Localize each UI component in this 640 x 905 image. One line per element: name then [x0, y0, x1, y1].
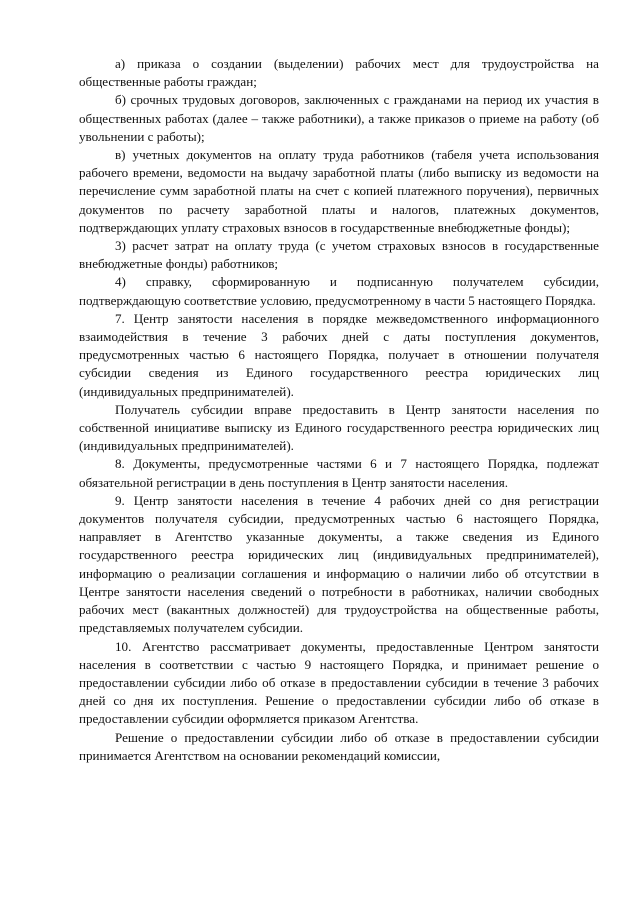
paragraph-section-7-note: Получатель субсидии вправе предоставить в Центр занятости населения по собственной инициативе выписку из Единого государственного реестра юридических лиц (индивидуальных предпринимателей).	[79, 401, 599, 454]
paragraph-item-b: б) срочных трудовых договоров, заключенных с гражданами на период их участия в общественных работах (далее – также работники), а также приказов о приеме на работу (об увольнении с работы);	[79, 92, 599, 144]
paragraph-section-7: 7. Центр занятости населения в порядке межведомственного информационного взаимодействия в течение 3 рабочих дней с даты поступления документов, предусмотренных частью 6 настоящего Порядка, получает в отношении получателя субсидии сведения из Единого государственного реестра юридических лиц (индивидуальных предпринимателей).	[79, 310, 599, 399]
paragraph-section-10-decision: Решение о предоставлении субсидии либо об отказе в предоставлении субсидии принимается Агентством на основании рекомендаций комиссии,	[79, 729, 599, 763]
paragraph-item-3: 3) расчет затрат на оплату труда (с учетом страховых взносов в государственные внебюджетные фонды) работников;	[79, 238, 599, 272]
paragraph-section-10: 10. Агентство рассматривает документы, предоставленные Центром занятости населения в соответствии с частью 9 настоящего Порядка, и принимает решение о предоставлении субсидии либо об отказе в предоставлении субсидии в течение 3 рабочих дней со дня их поступления. Решение о предоставлении субсидии либо об отказе в предоставлении субсидии оформляется приказом Агентства.	[79, 638, 599, 727]
paragraph-section-9: 9. Центр занятости населения в течение 4 рабочих дней со дня регистрации документов получателя субсидии, предусмотренных частью 6 настоящего Порядка, направляет в Агентство указанные документы, а также сведения из Единого государственного реестра юридических лиц (индивидуальных предпринимателей), информацию о реализации соглашения и информацию о наличии либо об отсутствии в Центре занятости населения сведений о потребности в работниках, наличии свободных рабочих мест (вакантных должностей) для трудоустройства на общественные работы, представляемых получателем субсидии.	[79, 492, 599, 636]
paragraph-section-8: 8. Документы, предусмотренные частями 6 и 7 настоящего Порядка, подлежат обязательной регистрации в день поступления в Центр занятости населения.	[79, 456, 599, 490]
paragraph-item-v: в) учетных документов на оплату труда работников (табеля учета использования рабочего времени, ведомости на выдачу заработной платы (либо выписку из ведомости на перечисление сумм заработной платы на счет с копией платежного поручения), первичных документов по расчету заработной платы и налогов, платежных документов, подтверждающих уплату страховых взносов в государственные внебюджетные фонды);	[79, 147, 599, 235]
document-page	[79, 55, 599, 765]
paragraph-item-a: а) приказа о создании (выделении) рабочих мест для трудоустройства на общественные работы граждан;	[79, 56, 599, 90]
paragraph-item-4: 4) справку, сформированную и подписанную получателем субсидии, подтверждающую соответствие условию, предусмотренному в части 5 настоящего Порядка.	[79, 274, 599, 308]
